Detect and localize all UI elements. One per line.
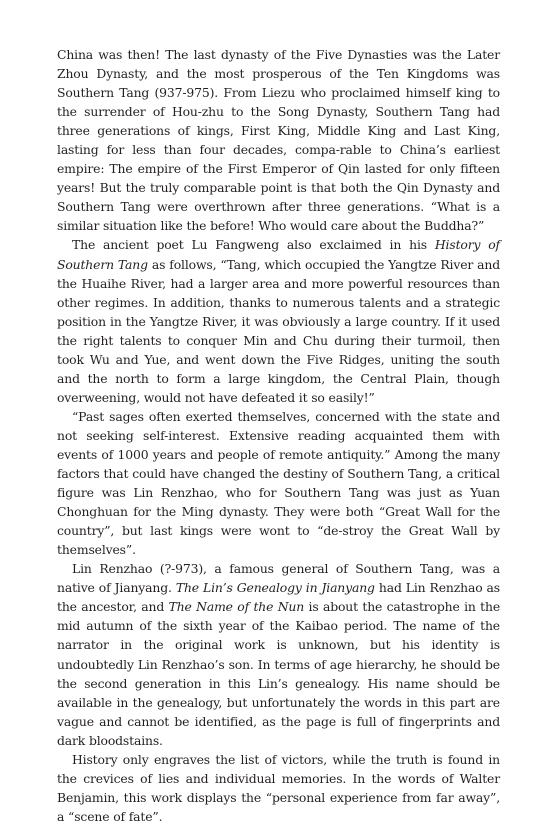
paragraph-5 xyxy=(57,750,500,826)
book-title-lins-genealogy: The Lin’s Genealogy in Jianyang xyxy=(175,580,375,596)
paragraph-2 xyxy=(57,235,500,406)
book-title-name-of-the-nun: The Name of the Nun xyxy=(168,599,305,615)
book-title-history-of-southern-tang: History of Southern Tang xyxy=(57,237,500,272)
paragraph-3-text: “Past sages often exerted themselves, concerned with the state and not seeking self-interest. Extensive reading acquainted them with events of 1000 years and people of remote antiquity.” Among the many factors that could have changed the destiny of Southern Tang, a critical figure was Lin Renzhao, who for Southern Tang was just as Yuan Chonghuan for the Ming dynasty. They were both “Great Wall for the country”, but last kings were wont to “de-stroy the Great Wall by themselves”. xyxy=(57,408,500,558)
paragraph-2-text-a: The ancient poet Lu Fangweng also exclaimed in his xyxy=(72,237,435,253)
paragraph-2-text-b: as follows, “Tang, which occupied the Yangtze River and the Huaihe River, had a larger area and more powerful resources than other regimes. In addition, thanks to numerous talents and a strategic position in the Yangtze River, it was obviously a large country. If it used the right talents to conquer Min and Chu during their turmoil, then took Wu and Yue, and went down the Five Ridges, uniting the south and the north to form a large kingdom, the Central Plain, though overweening, would not have defeated it so easily!” xyxy=(57,256,500,405)
paragraph-4-text-a: Lin Renzhao (?-973), a famous general of Southern Tang, was a native of Jianyang. xyxy=(57,561,500,596)
paragraph-1 xyxy=(57,45,500,235)
paragraph-4-text-c: is about the catastrophe in the mid autumn of the sixth year of the Kaibao period. The name of the narrator in the original work is unknown, but his identity is undoubtedly Lin Renzhao’s son. In terms of age hierarchy, he should be the second generation in this Lin’s genealogy. His name should be available in the genealogy, but unfortunately the words in this part are vague and cannot be identified, as the page is full of fingerprints and dark bloodstains. xyxy=(57,599,500,748)
paragraph-4 xyxy=(57,559,500,749)
paragraph-4-text-b: had Lin Renzhao as the ancestor, and xyxy=(57,580,500,615)
paragraph-5-text: History only engraves the list of victors, while the truth is found in the crevices of lies and individual memories. In the words of Walter Benjamin, this work displays the “personal experience from far away”, a “scene of fate”. xyxy=(57,751,500,824)
paragraph-3 xyxy=(57,407,500,559)
paragraph-1-text: China was then! The last dynasty of the Five Dynasties was the Later Zhou Dynasty, and the most prosperous of the Ten Kingdoms was Southern Tang (937-975). From Liezu who proclaimed himself king to the surrender of Hou-zhu to the Song Dynasty, Southern Tang had three generations of kings, First King, Middle King and Last King, lasting for less than four decades, compa-rable to China’s earliest empire: The empire of the First Emperor of Qin lasted for only fifteen years! But the truly comparable point is that both the Qin Dynasty and Southern Tang were overthrown after three generations. “What is a similar situation like the before! Who would care about the Buddha?” xyxy=(57,47,500,234)
document-page xyxy=(57,45,500,826)
